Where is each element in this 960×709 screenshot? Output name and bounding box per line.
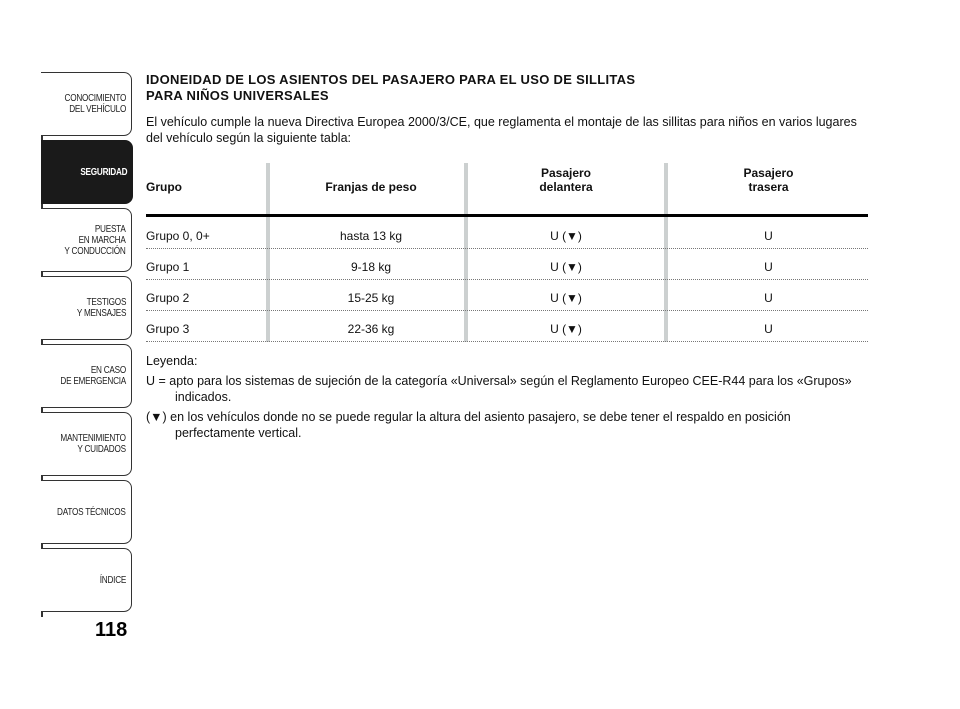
tab-label: ÍNDICE: [99, 574, 126, 586]
cell-grupo: Grupo 3: [146, 322, 190, 336]
tab-label: PUESTA EN MARCHA Y CONDUCCIÓN: [64, 223, 126, 257]
header-delantera-line1: Pasajero: [540, 166, 592, 180]
header-delantera-line2: delantera: [539, 180, 593, 194]
sidebar-tab-datos-tecnicos[interactable]: [41, 480, 132, 544]
cell-delantera: U (▼): [550, 260, 582, 274]
sidebar-tab-mantenimiento[interactable]: [41, 412, 132, 476]
cell-trasera: U: [764, 291, 773, 305]
cell-peso: hasta 13 kg: [339, 229, 403, 243]
sidebar-tab-testigos[interactable]: [41, 276, 132, 340]
sidebar-tab-emergencia[interactable]: [41, 344, 132, 408]
tab-label: MANTENIMIENTO Y CUIDADOS: [60, 433, 126, 455]
sidebar-tab-seguridad[interactable]: [41, 140, 133, 204]
title-line-1: IDONEIDAD DE LOS ASIENTOS DEL PASAJERO PARA EL USO DE SILLITAS: [146, 72, 636, 87]
cell-peso: 22-36 kg: [347, 322, 395, 336]
sidebar-tab-puesta-en-marcha[interactable]: [41, 208, 132, 272]
table-row: [146, 248, 868, 280]
cell-trasera: U: [764, 229, 773, 243]
header-trasera-line1: Pasajero: [743, 166, 794, 180]
tab-label: CONOCIMIENTO DEL VEHÍCULO: [64, 93, 126, 115]
page-number: 118: [95, 619, 128, 641]
intro-paragraph: El vehículo cumple la nueva Directiva Europea 2000/3/CE, que reglamenta el montaje de las sillitas para niños en varios lugares del vehículo según la siguiente tabla:: [146, 115, 857, 145]
cell-peso: 15-25 kg: [347, 291, 395, 305]
legend-triangle: (▼) en los vehículos donde no se puede regular la altura del asiento pasajero, se debe tener el respaldo en posición perfectamente vertical.: [146, 410, 791, 440]
cell-trasera: U: [764, 260, 773, 274]
header-grupo: Grupo: [146, 180, 182, 194]
legend: [146, 353, 868, 445]
cell-delantera: U (▼): [550, 322, 582, 336]
cell-grupo: Grupo 2: [146, 291, 190, 305]
cell-trasera: U: [764, 322, 773, 336]
header-delantera: [476, 166, 656, 194]
sidebar-tab-indice[interactable]: [41, 548, 132, 612]
sidebar-tab-conocimiento[interactable]: [41, 72, 132, 136]
cell-grupo: Grupo 1: [146, 260, 190, 274]
table-row: [146, 279, 868, 311]
cell-delantera: U (▼): [550, 229, 582, 243]
cell-peso: 9-18 kg: [350, 260, 392, 274]
title-line-2: PARA NIÑOS UNIVERSALES: [146, 88, 329, 103]
cell-delantera: U (▼): [550, 291, 582, 305]
table-row: [146, 217, 868, 249]
header-trasera-line2: trasera: [748, 180, 789, 194]
tab-label: SEGURIDAD: [80, 166, 127, 178]
section-title: [146, 72, 766, 104]
tab-label: TESTIGOS Y MENSAJES: [76, 297, 126, 319]
cell-grupo: Grupo 0, 0+: [146, 229, 210, 243]
tab-label: DATOS TÉCNICOS: [57, 506, 126, 518]
header-peso: Franjas de peso: [325, 180, 417, 194]
header-trasera: [671, 166, 866, 194]
legend-u: U = apto para los sistemas de sujeción de la categoría «Universal» según el Reglamento Europeo CEE-R44 para los «Grupos» indicados.: [146, 374, 852, 404]
tab-label: EN CASO DE EMERGENCIA: [60, 365, 126, 387]
legend-heading: Leyenda:: [146, 354, 198, 368]
table-row: [146, 310, 868, 342]
